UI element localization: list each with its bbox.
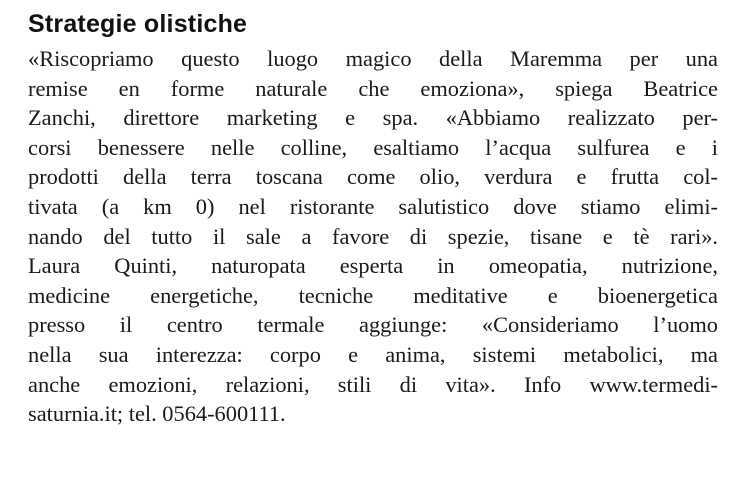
body-line: nella sua interezza: corpo e anima, sistemi metabolici, ma	[28, 341, 718, 367]
body-line: corsi benessere nelle colline, esaltiamo l’acqua sulfurea e i	[28, 134, 718, 160]
body-line: medicine energetiche, tecniche meditative e bioenergetica	[28, 282, 718, 308]
body-line: nando del tutto il sale a favore di spezie, tisane e tè rari».	[28, 223, 718, 249]
body-line: presso il centro termale aggiunge: «Consideriamo l’uomo	[28, 312, 718, 338]
article-heading: Strategie olistiche	[28, 10, 248, 38]
body-line: Laura Quinti, naturopata esperta in omeopatia, nutrizione,	[28, 253, 718, 279]
article-body	[28, 44, 718, 429]
body-line-last: saturnia.it; tel. 0564-600111.	[28, 401, 286, 427]
body-line: anche emozioni, relazioni, stili di vita». Info www.termedi-	[28, 371, 718, 397]
body-line: tivata (a km 0) nel ristorante salutistico dove stiamo elimi-	[28, 193, 718, 219]
body-line: remise en forme naturale che emoziona», spiega Beatrice	[28, 75, 718, 101]
body-line: «Riscopriamo questo luogo magico della Maremma per una	[28, 46, 718, 71]
body-line: prodotti della terra toscana come olio, verdura e frutta col-	[28, 164, 718, 190]
body-line: Zanchi, direttore marketing e spa. «Abbiamo realizzato per-	[28, 105, 718, 131]
